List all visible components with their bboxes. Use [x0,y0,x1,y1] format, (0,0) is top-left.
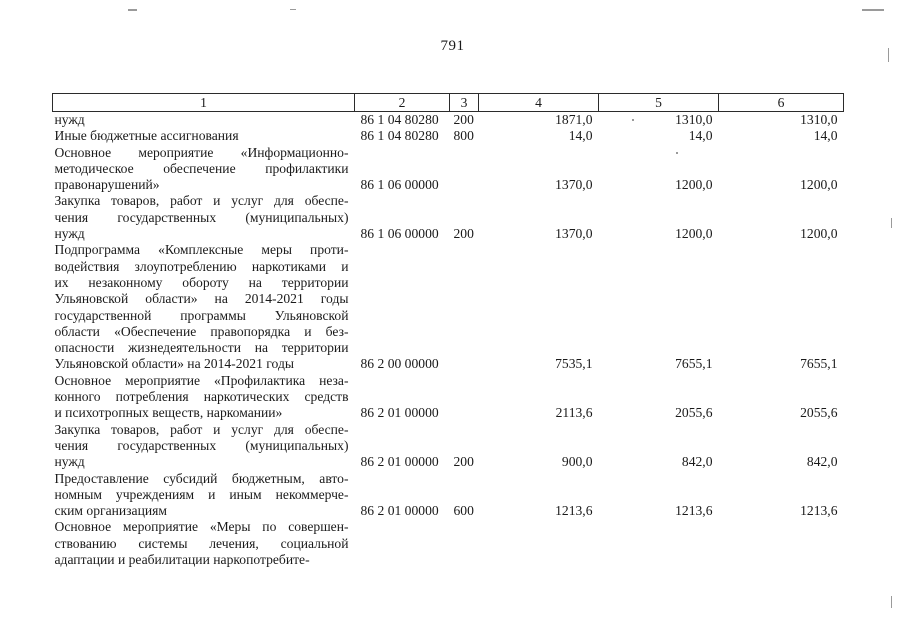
row-value-6-cell: 1200,0 [800,226,838,242]
row-name-line: конного потребления наркотических средств [54,389,349,405]
scan-speck [128,9,137,11]
row-expense-type-cell: 600 [453,503,474,519]
table-header [53,94,844,112]
row-expense-type-cell: 200 [453,226,474,242]
table-body [53,112,844,569]
table-row [53,242,844,372]
table-row [53,471,844,520]
scan-speck [632,119,634,121]
row-name-cell [53,193,355,242]
row-name-line: Закупка товаров, работ и услуг для обеспе- [54,193,349,209]
row-value-6-cell: 1310,0 [800,112,838,127]
row-expense-type-cell [450,373,479,422]
table-row [53,373,844,422]
row-value-4-cell: 2113,6 [555,405,593,421]
row-name-line: водействия злоупотреблению наркотиками и [54,258,349,274]
row-value-5-cell: 1310,0 [675,112,713,127]
row-name-cell [53,471,355,520]
row-name-line: Основное мероприятие «Профилактика неза- [54,372,349,388]
scan-speck [888,48,889,62]
row-expense-type-cell: 200 [453,112,474,127]
header-row [53,94,844,112]
row-value-4-cell: 1871,0 [555,112,593,127]
row-name-cell [53,128,355,144]
row-name-line: адаптации и реабилитации наркопотребите- [54,552,310,568]
row-value-4-cell: 14,0 [568,128,593,144]
header-cell-value-4: 4 [479,94,599,112]
row-name-line: методическое обеспечение профилактики [54,160,349,176]
row-name-line: опасности жизнедеятельности на территории [54,340,349,356]
row-code-cell: 86 2 01 00000 [360,503,439,519]
row-value-4-cell: 1370,0 [555,177,593,193]
header-cell-name: 1 [53,94,355,112]
row-code-cell [355,519,450,568]
row-value-6-cell: 842,0 [806,454,838,470]
row-name-cell [53,145,355,194]
row-name-line: Основное мероприятие «Меры по совершен- [54,519,349,535]
budget-table [52,93,844,568]
row-name-line: чения государственных (муниципальных) [54,209,349,225]
header-cell-value-6: 6 [719,94,844,112]
row-name-line: Ульяновской области» на 2014-2021 годы [54,356,294,372]
row-name-line: Иные бюджетные ассигнования [54,128,239,144]
row-value-4-cell [479,519,599,568]
row-code-cell: 86 1 04 80280 [360,128,439,144]
row-code-cell: 86 1 06 00000 [360,177,439,193]
row-value-5-cell: 1200,0 [675,226,713,242]
row-name-line: Основное мероприятие «Информационно- [54,144,349,160]
row-name-line: Предоставление субсидий бюджетным, авто- [54,470,349,486]
row-name-line: Закупка товаров, работ и услуг для обеспе- [54,421,349,437]
row-name-line: нужд [54,112,85,127]
row-value-4-cell: 1213,6 [555,503,593,519]
table-row [53,519,844,568]
row-value-5-cell: 842,0 [681,454,713,470]
row-code-cell: 86 2 01 00000 [360,405,439,421]
row-name-line: нужд [54,226,85,242]
row-name-line: нужд [54,454,85,470]
row-value-5-cell: 1200,0 [675,177,713,193]
scan-speck [862,9,884,11]
row-expense-type-cell [450,519,479,568]
header-cell-code: 2 [355,94,450,112]
row-value-6-cell: 7655,1 [800,356,838,372]
row-value-6-cell: 1200,0 [800,177,838,193]
row-value-5-cell [599,519,719,568]
row-name-line: государственной программы Ульяновской [54,307,349,323]
row-name-cell [53,422,355,471]
row-name-cell [53,519,355,568]
table-row [53,112,844,129]
row-code-cell: 86 1 04 80280 [360,112,439,127]
row-code-cell: 86 2 00 00000 [360,356,439,372]
row-expense-type-cell [450,145,479,194]
row-name-line: Ульяновской области» на 2014-2021 годы [54,291,349,307]
row-name-line: Подпрограмма «Комплексные меры проти- [54,242,349,258]
row-name-line: ствованию системы лечения, социальной [54,535,349,551]
row-name-cell [53,112,355,129]
row-value-6-cell: 14,0 [813,128,838,144]
table-row [53,128,844,144]
row-name-line: их незаконному обороту на территории [54,274,349,290]
header-cell-type: 3 [450,94,479,112]
row-expense-type-cell: 800 [453,128,474,144]
row-value-5-cell: 1213,6 [675,503,713,519]
scan-speck [891,596,892,608]
row-name-line: правонарушений» [54,177,160,193]
row-expense-type-cell [450,242,479,372]
row-value-5-cell: 7655,1 [675,356,713,372]
page-number: 791 [440,38,465,54]
row-name-line: чения государственных (муниципальных) [54,437,349,453]
row-code-cell: 86 1 06 00000 [360,226,439,242]
table-row [53,193,844,242]
scan-speck [290,9,296,10]
row-value-4-cell: 7535,1 [555,356,593,372]
row-name-cell [53,373,355,422]
row-value-6-cell: 2055,6 [800,405,838,421]
scan-speck [891,218,892,228]
row-value-6-cell: 1213,6 [800,503,838,519]
table-row [53,145,844,194]
row-expense-type-cell: 200 [453,454,474,470]
header-cell-value-5: 5 [599,94,719,112]
row-name-line: области «Обеспечение правопорядка и без- [54,323,349,339]
row-value-5-cell: 14,0 [688,128,713,144]
row-name-line: и психотропных веществ, наркомании» [54,405,283,421]
scan-speck [676,152,678,154]
row-name-line: ским организациям [54,503,167,519]
row-value-4-cell: 1370,0 [555,226,593,242]
row-value-5-cell: 2055,6 [675,405,713,421]
row-name-cell [53,242,355,372]
row-value-6-cell [719,519,844,568]
row-value-4-cell: 900,0 [561,454,593,470]
row-code-cell: 86 2 01 00000 [360,454,439,470]
row-name-line: номным учреждениям и иным некоммерче- [54,486,349,502]
table-row [53,422,844,471]
